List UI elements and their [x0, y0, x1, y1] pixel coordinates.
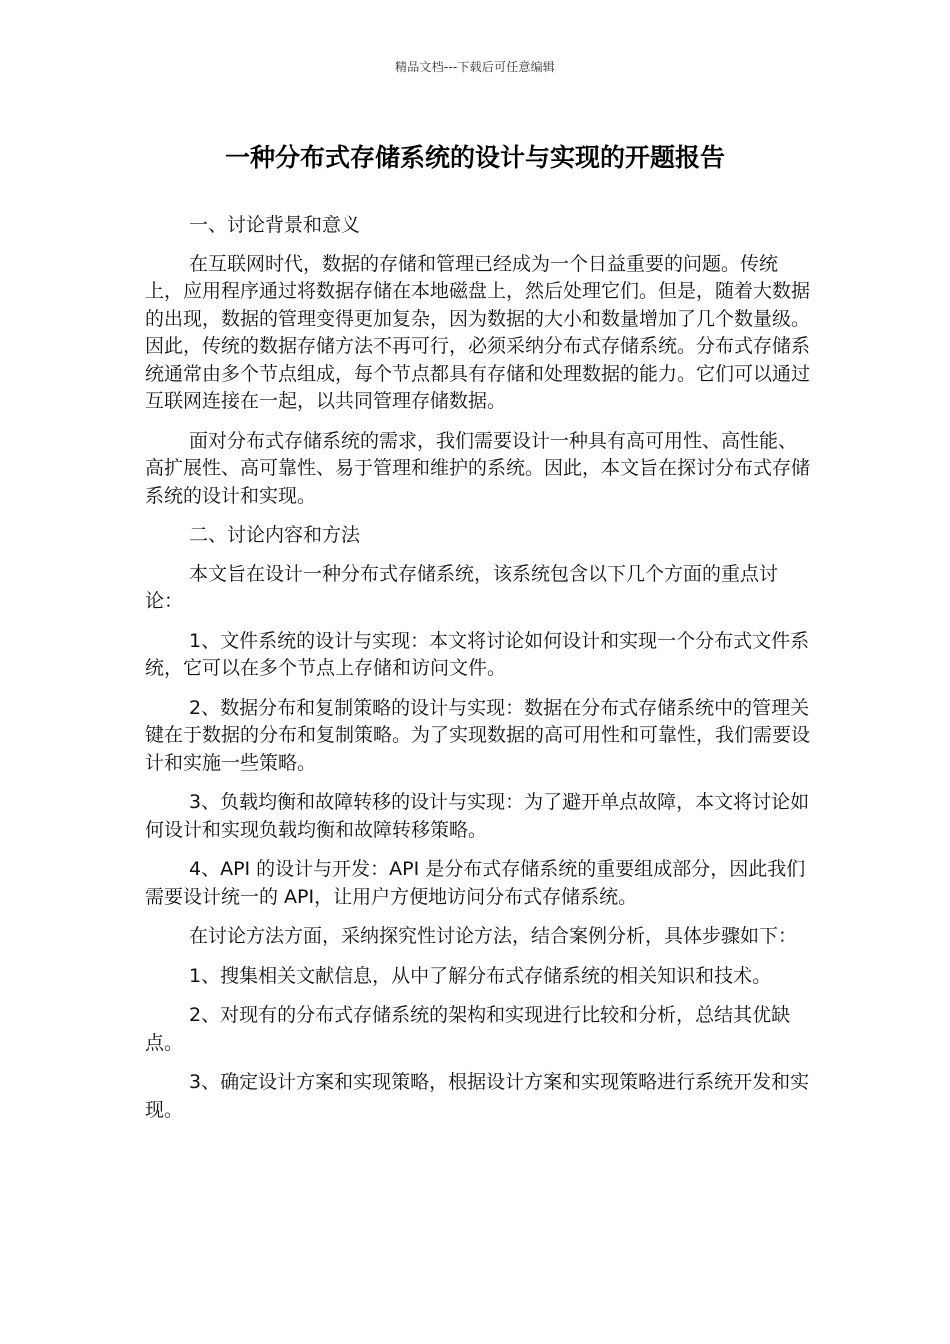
- section-heading-background: 一、讨论背景和意义: [189, 214, 361, 236]
- list-item-load-balancing: 3、负载均衡和故障转移的设计与实现：为了避开单点故障，本文将讨论如何设计和实现负载均衡和故障转移策略。: [145, 791, 810, 841]
- document-body: [145, 212, 815, 1136]
- list-item-data-distribution: 2、数据分布和复制策略的设计与实现：数据在分布式存储系统中的管理关键在于数据的分布和复制策略。为了实现数据的高可用性和可靠性，我们需要设计和实施一些策略。: [145, 696, 811, 774]
- section-heading-content-methods: 二、讨论内容和方法: [189, 524, 361, 546]
- paragraph-background: 在互联网时代，数据的存储和管理已经成为一个日益重要的问题。传统上，应用程序通过将数据存储在本地磁盘上，然后处理它们。但是，随着大数据的出现，数据的管理变得更加复杂，因为数据的大小和数量增加了几个数量级。因此，传统的数据存储方法不再可行，必须采纳分布式存储系统。分布式存储系统通常由多个节点组成，每个节点都具有存储和处理数据的能力。它们可以通过互联网连接在一起，以共同管理存储数据。: [145, 252, 811, 412]
- paragraph-requirements: 面对分布式存储系统的需求，我们需要设计一种具有高可用性、高性能、高扩展性、高可靠性、易于管理和维护的系统。因此，本文旨在探讨分布式存储系统的设计和实现。: [145, 429, 811, 507]
- list-item-file-system: 1、文件系统的设计与实现：本文将讨论如何设计和实现一个分布式文件系统，它可以在多个节点上存储和访问文件。: [145, 629, 810, 679]
- step-compare: 2、对现有的分布式存储系统的架构和实现进行比较和分析，总结其优缺点。: [145, 1004, 791, 1054]
- step-literature: 1、搜集相关文献信息，从中了解分布式存储系统的相关知识和技术。: [189, 964, 772, 987]
- paragraph-method-intro: 在讨论方法方面，采纳探究性讨论方法，结合案例分析，具体步骤如下：: [189, 925, 798, 947]
- header-note: 精品文档---下载后可任意编辑: [395, 60, 555, 74]
- paragraph-content-intro: 本文旨在设计一种分布式存储系统，该系统包含以下几个方面的重点讨论：: [145, 562, 779, 612]
- list-item-api: 4、API 的设计与开发：API 是分布式存储系统的重要组成部分，因此我们需要设计统一的 API，让用户方便地访问分布式存储系统。: [145, 858, 806, 908]
- step-design: 3、确定设计方案和实现策略，根据设计方案和实现策略进行系统开发和实现。: [145, 1071, 810, 1121]
- document-title: 一种分布式存储系统的设计与实现的开题报告: [224, 143, 725, 172]
